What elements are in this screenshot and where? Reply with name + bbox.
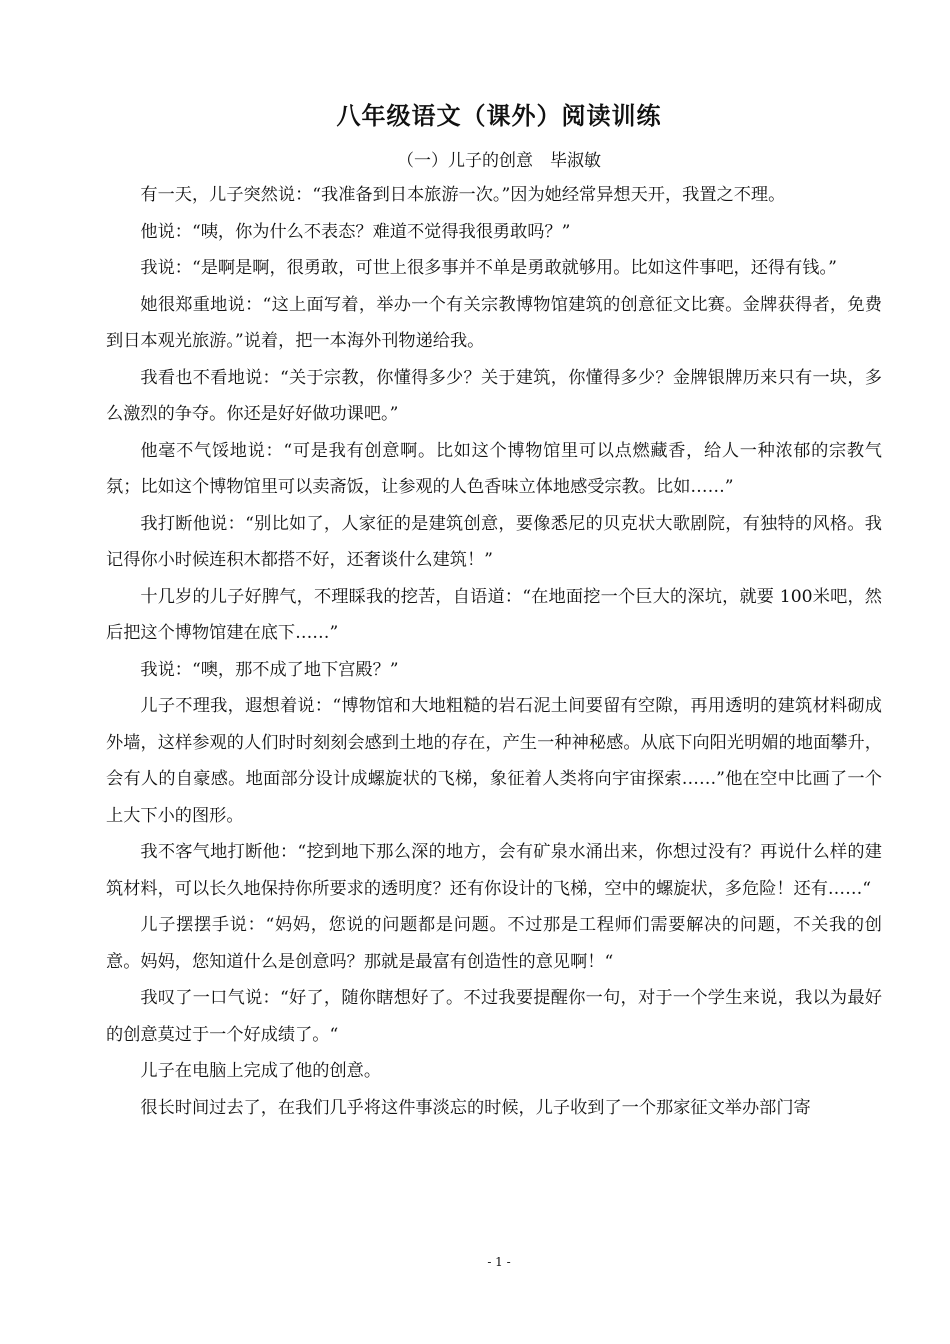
article-body xyxy=(106,177,882,1126)
paragraph: 很长时间过去了，在我们几乎将这件事淡忘的时候，儿子收到了一个那家征文举办部门寄 xyxy=(140,1097,811,1118)
paragraph: 我打断他说：“别比如了，人家征的是建筑创意，要像悉尼的贝克状大歌剧院，有独特的风格。我记得你小时候连积木都搭不好，还奢谈什么建筑！” xyxy=(106,513,882,570)
paragraph: 我不客气地打断他：“挖到地下那么深的地方，会有矿泉水涌出来，你想过没有？再说什么样的建筑材料，可以长久地保持你所要求的透明度？还有你设计的飞梯，空中的螺旋状，多危险！还有……“ xyxy=(106,842,882,899)
paragraph: 我看也不看地说：“关于宗教，你懂得多少？关于建筑，你懂得多少？金牌银牌历来只有一块，多么激烈的争夺。你还是好好做功课吧。” xyxy=(106,367,882,424)
document-title: 八年级语文（课外）阅读训练 xyxy=(336,102,662,130)
paragraph: 我说：“是啊是啊，很勇敢，可世上很多事并不单是勇敢就够用。比如这件事吧，还得有钱。” xyxy=(140,258,837,278)
paragraph: 十几岁的儿子好脾气，不理睬我的挖苦，自语道：“在地面挖一个巨大的深坑，就要 100米吧，然后把这个博物馆建在底下……” xyxy=(106,586,882,643)
article-heading: （一）儿子的创意 毕淑敏 xyxy=(397,151,601,171)
paragraph: 儿子在电脑上完成了他的创意。 xyxy=(140,1061,382,1081)
paragraph: 儿子不理我，遐想着说：“博物馆和大地粗糙的岩石泥土间要留有空隙，再用透明的建筑材料砌成外墙，这样参观的人们时时刻刻会感到土地的存在，产生一种神秘感。从底下向阳光明媚的地面攀升，会有人的自豪感。地面部分设计成螺旋状的飞梯，象征着人类将向宇宙探索……”他在空中比画了一个上大下小的图形。 xyxy=(106,696,882,826)
paragraph: 有一天，儿子突然说：“我准备到日本旅游一次。”因为她经常异想天开，我置之不理。 xyxy=(140,185,786,205)
paragraph: 我说：“噢，那不成了地下宫殿？” xyxy=(140,659,399,680)
paragraph: 儿子摆摆手说：“妈妈，您说的问题都是问题。不过那是工程师们需要解决的问题，不关我的创意。妈妈，您知道什么是创意吗？那就是最富有创造性的意见啊！“ xyxy=(106,915,882,972)
paragraph: 我叹了一口气说：“好了，随你瞎想好了。不过我要提醒你一句，对于一个学生来说，我以为最好的创意莫过于一个好成绩了。“ xyxy=(106,988,882,1045)
paragraph: 他说：“咦，你为什么不表态？难道不觉得我很勇敢吗？” xyxy=(140,221,571,242)
paragraph: 他毫不气馁地说：“可是我有创意啊。比如这个博物馆里可以点燃藏香，给人一种浓郁的宗教气氛；比如这个博物馆里可以卖斋饭，让参观的人色香味立体地感受宗教。比如……” xyxy=(106,440,882,497)
paragraph: 她很郑重地说：“这上面写着，举办一个有关宗教博物馆建筑的创意征文比赛。金牌获得者，免费到日本观光旅游。”说着，把一本海外刊物递给我。 xyxy=(106,294,882,351)
page-number: - 1 - xyxy=(487,1255,511,1269)
